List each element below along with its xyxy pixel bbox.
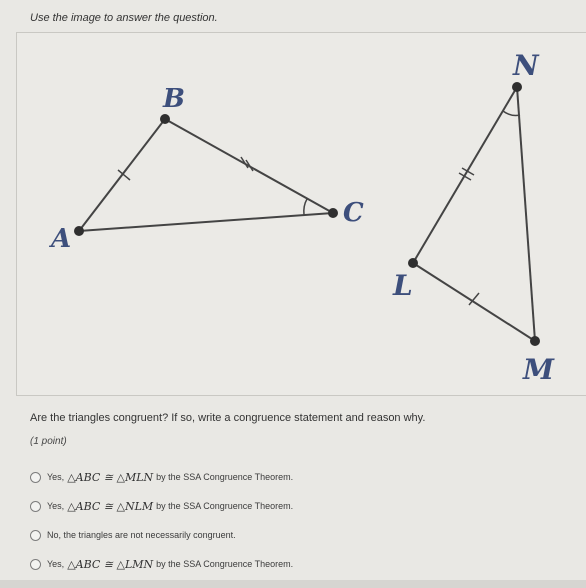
option-suffix: by the SSA Congruence Theorem. xyxy=(156,501,294,511)
angle-arc-n xyxy=(503,111,520,116)
label-n: N xyxy=(513,49,539,82)
option-prefix: Yes, xyxy=(47,472,65,482)
option-math: △ABC ≅ △NLM xyxy=(67,499,154,513)
question-text: Are the triangles congruent? If so, write a congruence statement and reason why. xyxy=(30,412,426,424)
bottom-bar xyxy=(0,580,586,588)
option-math: △ABC ≅ △LMN xyxy=(67,557,154,571)
side-ac xyxy=(79,213,333,231)
option-1[interactable] xyxy=(30,470,293,484)
option-suffix: by the SSA Congruence Theorem. xyxy=(156,472,294,482)
label-m: M xyxy=(523,353,554,386)
triangle-abc xyxy=(48,84,364,254)
point-c xyxy=(328,208,338,218)
option-4[interactable] xyxy=(30,557,293,571)
radio-button[interactable] xyxy=(30,472,41,483)
radio-button[interactable] xyxy=(30,559,41,570)
side-nm xyxy=(517,87,535,341)
option-3[interactable] xyxy=(30,528,293,542)
option-2[interactable] xyxy=(30,499,293,513)
label-a: A xyxy=(51,224,72,254)
side-ab xyxy=(79,119,165,231)
angle-arc-c xyxy=(304,199,307,215)
radio-button[interactable] xyxy=(30,501,41,512)
figure-panel xyxy=(16,32,586,396)
option-prefix: Yes, xyxy=(47,501,65,511)
answer-options xyxy=(30,470,293,586)
side-nl xyxy=(413,87,517,263)
instructions: Use the image to answer the question. xyxy=(30,12,218,24)
point-m xyxy=(530,336,540,346)
label-l: L xyxy=(393,269,413,302)
option-suffix: by the SSA Congruence Theorem. xyxy=(156,559,294,569)
point-l xyxy=(408,258,418,268)
point-a xyxy=(74,226,84,236)
option-prefix: No, the triangles are not necessarily congruent. xyxy=(47,530,236,540)
label-b: B xyxy=(163,84,185,114)
triangles-figure xyxy=(17,33,586,395)
point-n xyxy=(512,82,522,92)
points-label: (1 point) xyxy=(30,436,67,447)
radio-button[interactable] xyxy=(30,530,41,541)
point-b xyxy=(160,114,170,124)
option-prefix: Yes, xyxy=(47,559,65,569)
triangle-nlm xyxy=(392,49,555,386)
option-math: △ABC ≅ △MLN xyxy=(67,470,154,484)
label-c: C xyxy=(343,198,364,228)
side-lm xyxy=(413,263,535,341)
